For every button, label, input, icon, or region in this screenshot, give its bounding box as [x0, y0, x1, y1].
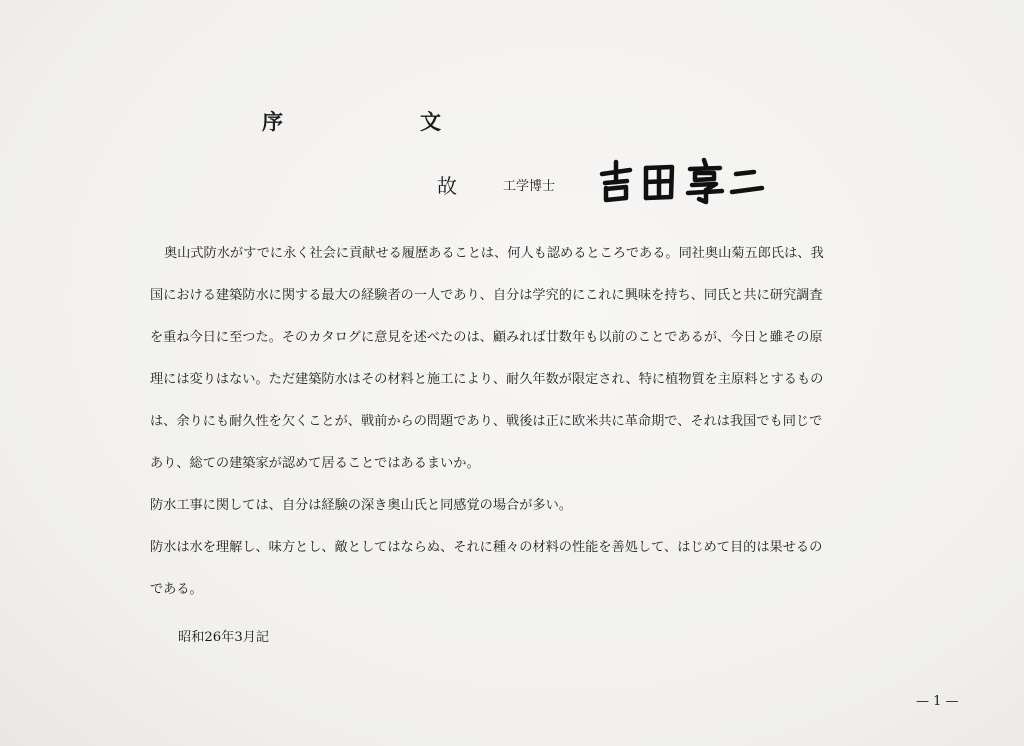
- date-line: 昭和26年3月記: [178, 630, 270, 645]
- preface-body: [150, 233, 830, 611]
- page-number: — 1 —: [916, 694, 959, 709]
- author-degree: 工学博士: [503, 179, 556, 194]
- paragraph-2: 防水工事に関しては、自分は経験の深き奥山氏と同感覚の場合が多い。: [150, 498, 572, 513]
- paragraph-1: 奥山式防水がすでに永く社会に貢献せる履歴あることは、何人も認めるところである。同社奥山菊五郎氏は、我国における建築防水に関する最大の経験者の一人であり、自分は学究的にこれに興味を持ち、同氏と共に研究調査を重ね今日に至つた。そのカタログに意見を述べたのは、顧みれば廿数年も以前のことであるが、今日と雖その原理には変りはない。ただ建築防水はその材料と施工により、耐久年数が限定され、特に植物質を主原料とするものは、余りにも耐久性を欠くことが、戦前からの問題であり、戦後は正に欧米共に革命期で、それは我国でも同じであり、総ての建築家が認めて居ることではあるまいか。: [150, 246, 824, 471]
- author-prefix: 故: [437, 174, 457, 198]
- author-signature-image: [596, 156, 766, 208]
- page-title: 序 文: [262, 110, 499, 134]
- paragraph-3: 防水は水を理解し、味方とし、敵としてはならぬ、それに種々の材料の性能を善処して、はじめて目的は果せるのである。: [150, 540, 823, 597]
